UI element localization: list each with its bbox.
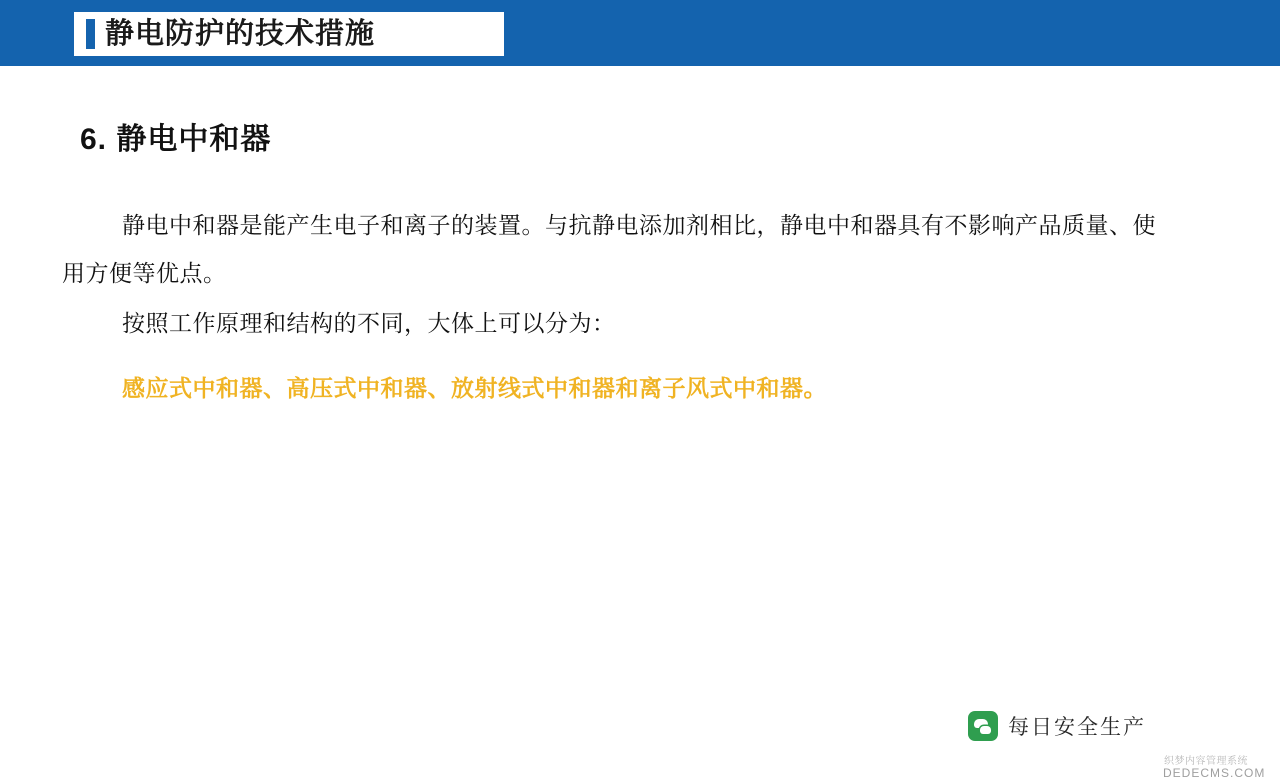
section-heading: 6. 静电中和器	[80, 123, 272, 156]
brand-name: 每日安全生产	[1008, 716, 1146, 739]
watermark-line-2: DEDECMS.COM	[1163, 766, 1266, 780]
watermark-line-1: 织梦内容管理系统	[1164, 756, 1248, 767]
highlight-text: 感应式中和器、高压式中和器、放射线式中和器和离子风式中和器。	[122, 375, 827, 401]
wechat-icon	[968, 711, 998, 741]
body-paragraph-1	[62, 201, 1162, 297]
body-paragraph-2	[62, 299, 1162, 347]
header-accent-bar	[86, 19, 95, 49]
slide-content	[0, 66, 1280, 780]
body-paragraph-1-text: 静电中和器是能产生电子和离子的装置。与抗静电添加剂相比，静电中和器具有不影响产品质量、使用方便等优点。	[62, 212, 1156, 286]
brand-signature	[968, 711, 1146, 741]
body-paragraph-2-text: 按照工作原理和结构的不同，大体上可以分为：	[122, 310, 616, 336]
page-title: 静电防护的技术措施	[105, 18, 376, 50]
header-banner	[0, 0, 1280, 66]
